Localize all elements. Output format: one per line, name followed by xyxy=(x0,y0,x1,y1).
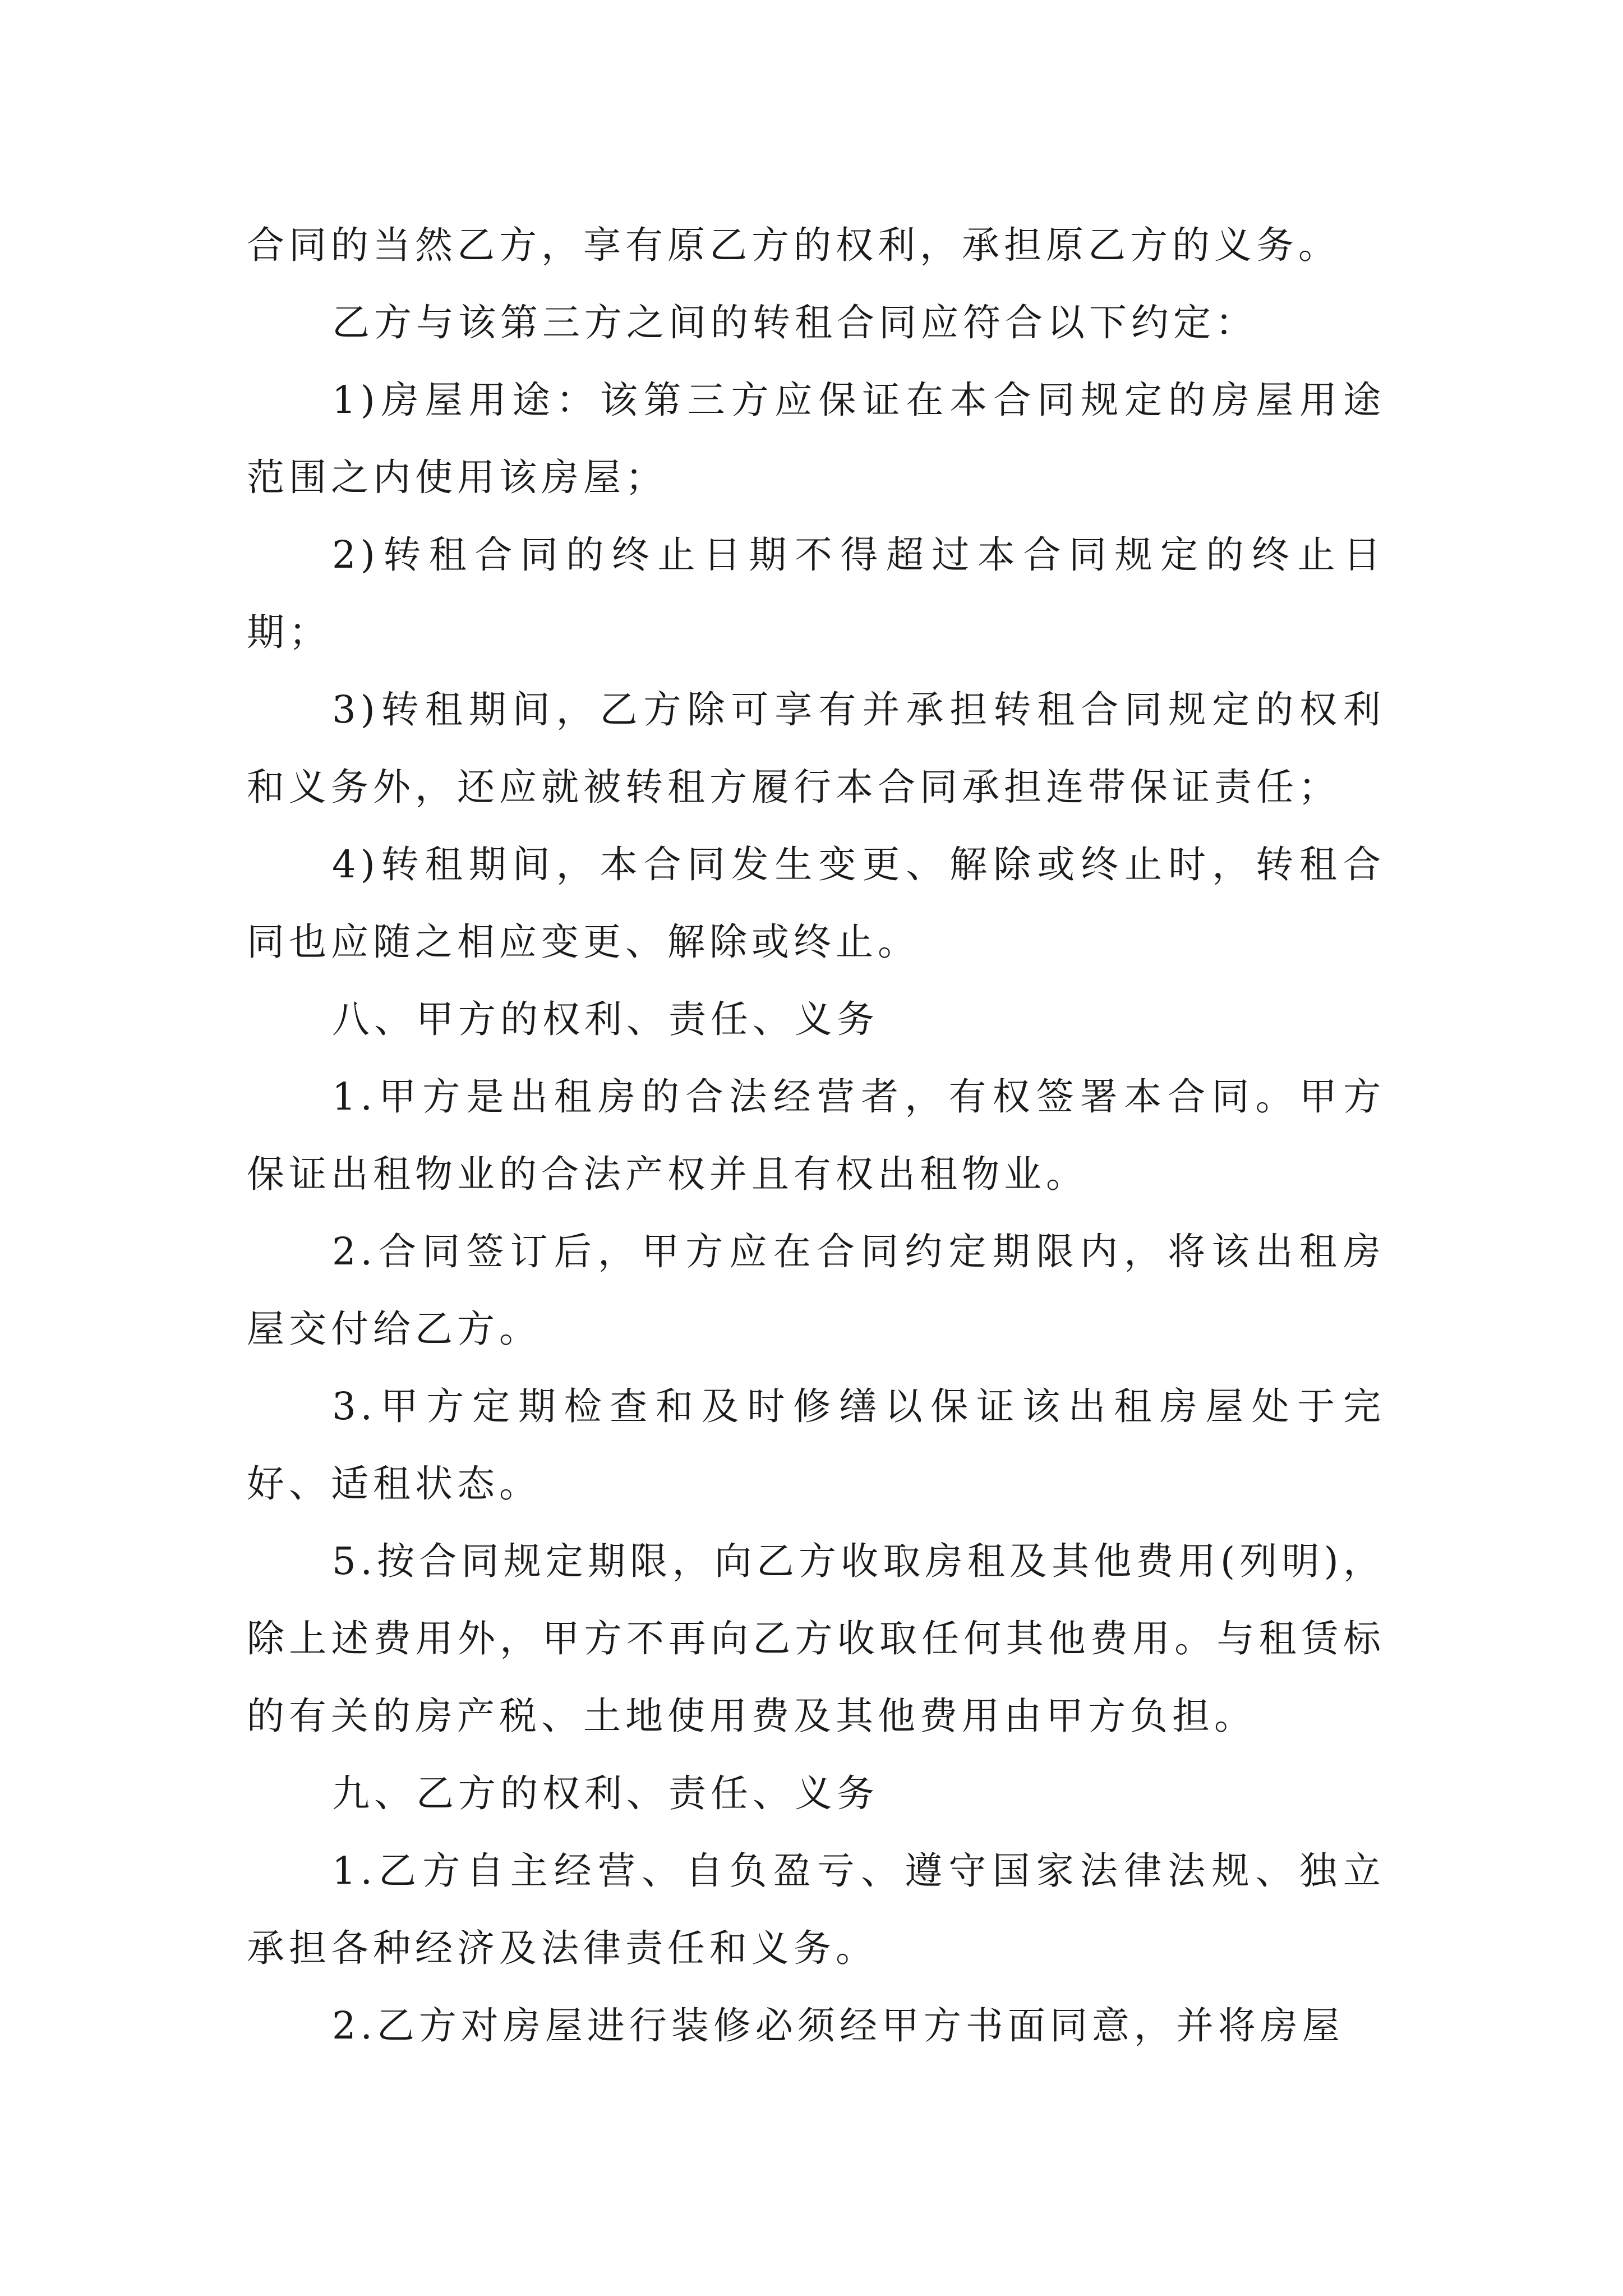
section-heading-9: 九、乙方的权利、责任、义务 xyxy=(332,1772,879,1815)
paragraph-2: 乙方与该第三方之间的转租合同应符合以下约定： xyxy=(332,301,1257,344)
paragraph-10: 3.甲方定期检查和及时修缮以保证该出租房屋处于完好、适租状态。 xyxy=(247,1384,1385,1506)
paragraph-13: 1.乙方自主经营、自负盈亏、遵守国家法律法规、独立承担各种经济及法律责任和义务。 xyxy=(247,1849,1385,1970)
paragraph-9: 2.合同签订后，甲方应在合同约定期限内，将该出租房屋交付给乙方。 xyxy=(247,1230,1385,1351)
paragraph-6: 4)转租期间，本合同发生变更、解除或终止时，转租合同也应随之相应变更、解除或终止。 xyxy=(247,843,1385,964)
document-body xyxy=(247,206,1385,2064)
paragraph-11: 5.按合同规定期限，向乙方收取房租及其他费用(列明)，除上述费用外，甲方不再向乙方收取任何其他费用。与租赁标的有关的房产税、土地使用费及其他费用由甲方负担。 xyxy=(247,1539,1385,1738)
paragraph-8: 1.甲方是出租房的合法经营者，有权签署本合同。甲方保证出租物业的合法产权并且有权出租物业。 xyxy=(247,1075,1385,1196)
section-heading-8: 八、甲方的权利、责任、义务 xyxy=(332,997,879,1041)
paragraph-4: 2)转租合同的终止日期不得超过本合同规定的终止日期； xyxy=(247,533,1385,654)
paragraph-14: 2.乙方对房屋进行装修必须经甲方书面同意，并将房屋 xyxy=(332,2004,1344,2047)
paragraph-5: 3)转租期间，乙方除可享有并承担转租合同规定的权利和义务外，还应就被转租方履行本合同承担连带保证责任； xyxy=(247,688,1385,809)
paragraph-3: 1)房屋用途：该第三方应保证在本合同规定的房屋用途范围之内使用该房屋； xyxy=(247,378,1385,499)
paragraph-1: 合同的当然乙方，享有原乙方的权利，承担原乙方的义务。 xyxy=(247,223,1340,267)
